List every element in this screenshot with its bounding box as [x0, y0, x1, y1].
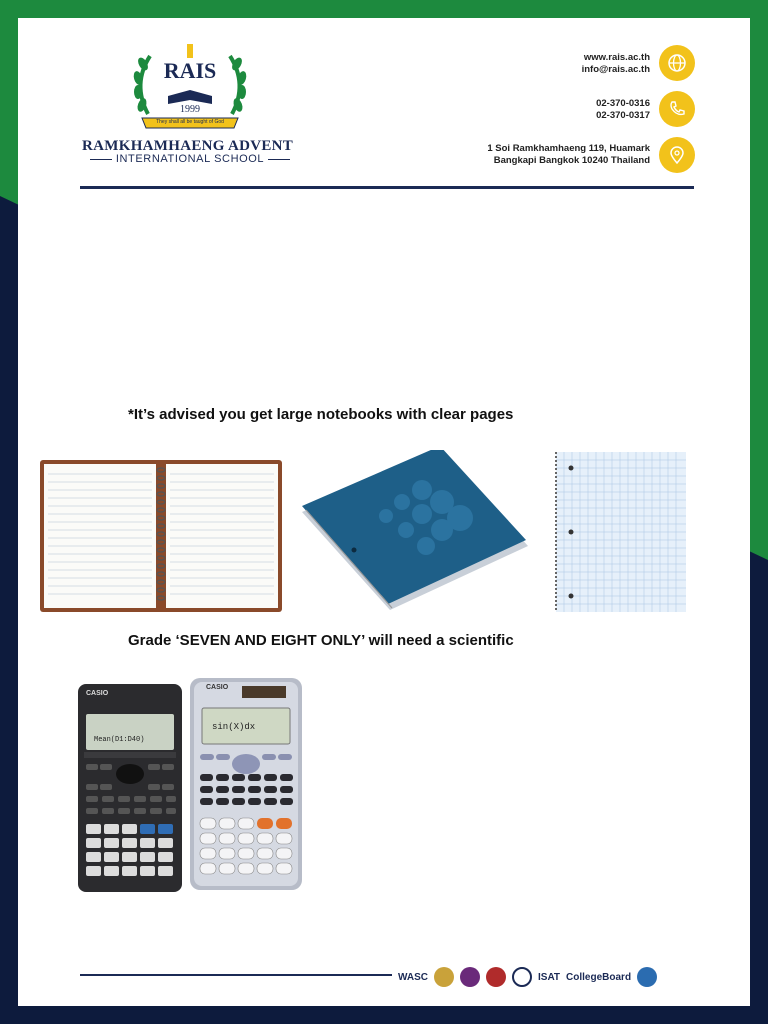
contact-phone: [596, 98, 650, 122]
seal-logo: [486, 967, 506, 987]
collegeboard-logo: CollegeBoard: [566, 971, 632, 983]
phone-1[interactable]: 02-370-0316: [596, 98, 650, 109]
calc2-brand: CASIO: [206, 684, 229, 691]
accreditation-logos: [398, 964, 657, 990]
logo-year: 1999: [180, 104, 200, 115]
seal-logo: [460, 967, 480, 987]
logo-text: RAIS: [163, 58, 217, 83]
seal-logo: [434, 967, 454, 987]
school-subname: INTERNATIONAL SCHOOL: [82, 153, 298, 165]
isat-logo: ISAT: [538, 971, 561, 983]
school-name: RAMKHAMHAENG ADVENT: [82, 138, 294, 154]
address-line-2: Bangkapi Bangkok 10240 Thailand: [493, 155, 650, 166]
seal-logo: [637, 967, 657, 987]
open-notebook-image: [40, 460, 282, 612]
globe-icon: [659, 45, 695, 81]
calc1-display: Mean(D1:D40): [94, 736, 145, 744]
header-divider: [80, 186, 694, 189]
calculator-note: Grade ‘SEVEN AND EIGHT ONLY’ will need a scientific: [128, 632, 514, 649]
letterhead-page: [18, 18, 750, 1006]
website-link[interactable]: www.rais.ac.th: [583, 52, 650, 63]
isat-emblem: [512, 967, 532, 987]
address-line-1: 1 Soi Ramkhamhaeng 119, Huamark: [487, 143, 650, 154]
phone-icon: [659, 91, 695, 127]
location-pin-icon: [659, 137, 695, 173]
wasc-logo: WASC: [398, 971, 428, 983]
contact-address: [487, 143, 650, 167]
calc2-display: sin(X)dx: [212, 722, 256, 732]
phone-2[interactable]: 02-370-0317: [596, 110, 650, 121]
grid-paper-image: [550, 452, 686, 612]
contact-web: [582, 52, 650, 76]
calc1-brand: CASIO: [86, 690, 109, 697]
blue-notebook-image: [302, 450, 528, 610]
black-calculator-image: [78, 684, 182, 892]
footer-divider: [80, 974, 392, 976]
notebook-note: *It’s advised you get large notebooks with clear pages: [128, 406, 514, 423]
silver-calculator-image: [190, 678, 302, 890]
logo-motto: They shall all be taught of God: [156, 119, 224, 125]
email-link[interactable]: info@rais.ac.th: [581, 64, 650, 75]
